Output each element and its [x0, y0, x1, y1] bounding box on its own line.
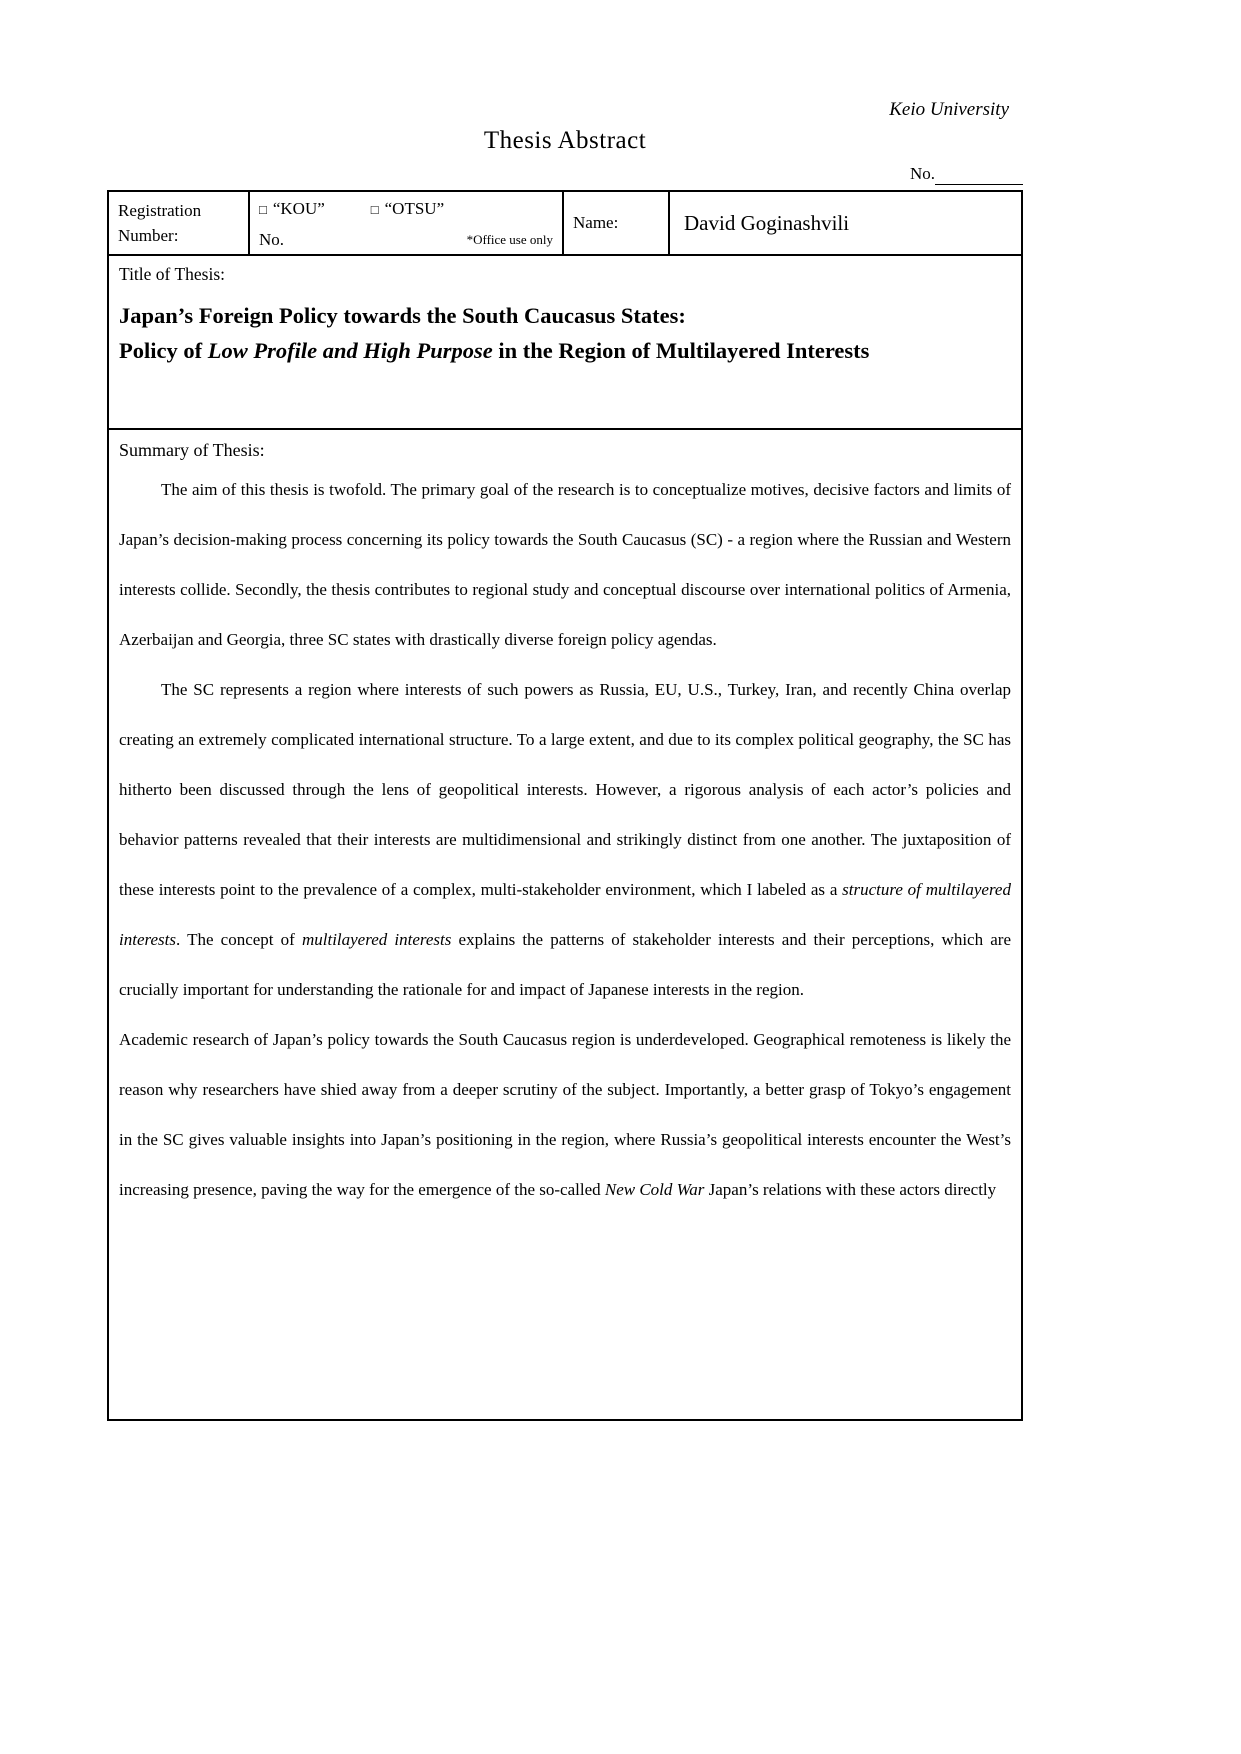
p2-italic-1: structure of multilayered interests: [119, 880, 1011, 949]
otsu-checkbox-icon: □: [370, 202, 379, 217]
p3-segment-1: Academic research of Japan’s policy towards the South Caucasus region is underdeveloped. Geographical remoteness is likely the reason why researchers have shied away from a deeper scrutiny of the subject. Importantly, a better grasp of Tokyo’s engagement in the SC gives valuable insights into Japan’s positioning in the region, where Russia’s geopolitical interests encounter the West’s increasing presence, paving the way for the emergence of the so-called: [119, 1030, 1011, 1199]
name-label: Name:: [573, 213, 619, 232]
summary-paragraph-3: [119, 1015, 1011, 1215]
summary-label: Summary of Thesis:: [119, 440, 265, 460]
no-field-blank: [935, 167, 1023, 185]
registration-label-line2: Number:: [118, 226, 179, 245]
p3-segment-2: Japan’s relations with these actors directly: [704, 1180, 997, 1199]
registration-number-label-cell: [109, 192, 250, 254]
kou-option: [259, 198, 325, 221]
checkbox-row: [259, 198, 553, 221]
name-label-cell: [564, 192, 670, 254]
otsu-option-label: “OTSU”: [384, 199, 445, 218]
p3-italic-1: New Cold War: [604, 1180, 705, 1199]
registration-no-label: No.: [259, 230, 285, 249]
summary-paragraph-1: The aim of this thesis is twofold. The primary goal of the research is to conceptualize motives, decisive factors and limits of Japan’s decision-making process concerning its policy towards the South Caucasus (SC) - a region where the Russian and Western interests collide. Secondly, the thesis contributes to regional study and conceptual discourse over international politics of Armenia, Azerbaijan and Georgia, three SC states with drastically diverse foreign policy agendas.: [119, 480, 1011, 649]
title-line2-italic: Low Profile and High Purpose: [207, 338, 493, 363]
no-field-label: No.: [909, 164, 935, 183]
p2-segment-2: . The concept of: [175, 930, 302, 949]
thesis-title-line1: Japan’s Foreign Policy towards the South Caucasus States:: [119, 303, 686, 328]
p2-segment-1: The SC represents a region where interests of such powers as Russia, EU, U.S., Turkey, Iran, and recently China overlap creating an extremely complicated international structure. To a large extent, and due to its complex political geography, the SC has hitherto been discussed through the lens of geopolitical interests. However, a rigorous analysis of each actor’s policies and behavior patterns revealed that their interests are multidimensional and strikingly distinct from one another. The juxtaposition of these interests point to the prevalence of a complex, multi-stakeholder environment, which I labeled as a: [119, 680, 1011, 899]
registration-label-line1: Registration: [118, 201, 202, 220]
p2-segment-3: explains the patterns of stakeholder interests and their perceptions, which are crucially important for understanding the rationale for and impact of Japanese interests in the region.: [119, 930, 1011, 999]
no-field: [107, 163, 1023, 185]
summary-paragraph-2: [119, 665, 1011, 1015]
page-content: [107, 98, 1023, 1421]
thesis-title-line2: [119, 333, 1011, 368]
p2-italic-2: multilayered interests: [301, 930, 452, 949]
kou-checkbox-icon: □: [259, 202, 267, 217]
abstract-form-table: [107, 190, 1023, 1421]
summary-body: [119, 465, 1011, 1215]
registration-checkbox-cell: [250, 192, 564, 254]
thesis-title-label: Title of Thesis:: [119, 264, 225, 284]
office-use-note: *Office use only: [466, 232, 553, 247]
kou-option-label: “KOU”: [272, 199, 325, 218]
name-value-cell: [670, 192, 1021, 254]
no-office-row: [259, 231, 553, 249]
title-line2-part1: Policy of: [119, 338, 208, 363]
otsu-option: [371, 198, 444, 221]
thesis-title-text: [119, 298, 1011, 368]
document-title: Thesis Abstract: [483, 127, 647, 154]
title-line2-part3: in the Region of Multilayered Interests: [492, 338, 870, 363]
name-value: David Goginashvili: [684, 210, 850, 235]
form-header-row: [109, 192, 1021, 256]
university-name: Keio University: [889, 99, 1009, 120]
summary-section: [109, 430, 1021, 1419]
thesis-title-section: [109, 256, 1021, 430]
